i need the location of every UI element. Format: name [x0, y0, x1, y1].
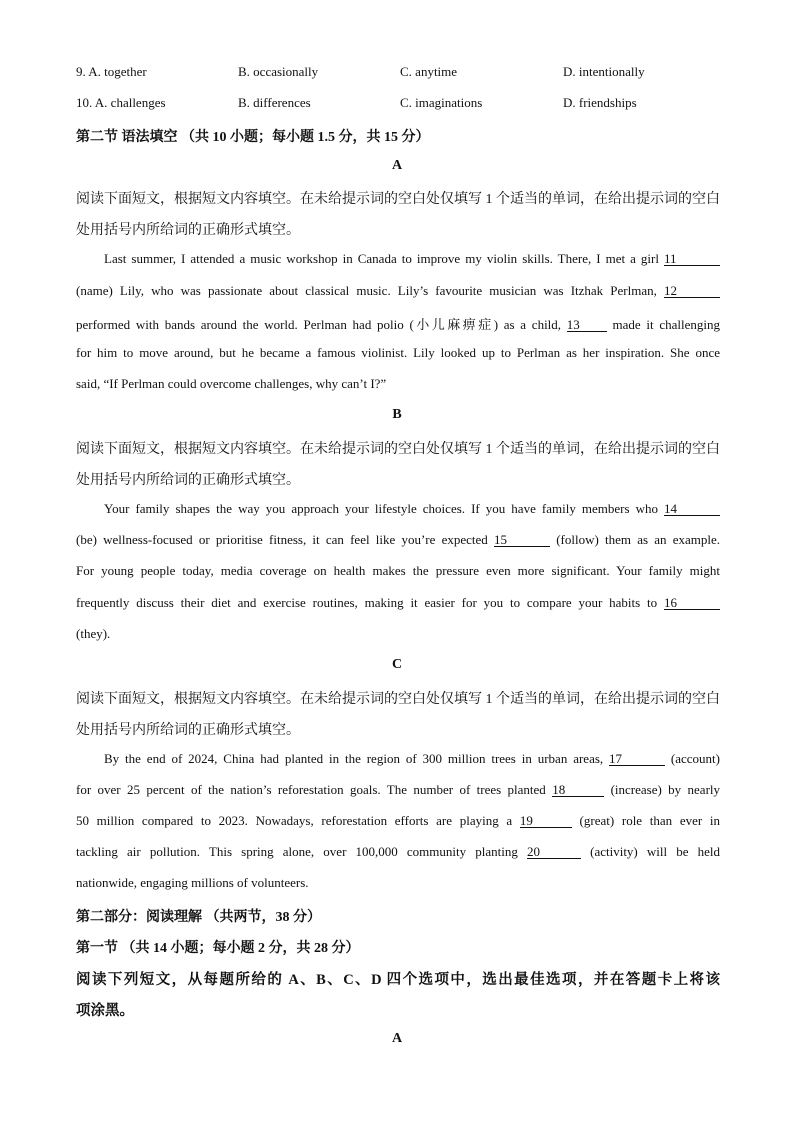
option-10-a: 10. A. challenges [76, 95, 166, 110]
blank-13[interactable]: 13 [567, 318, 607, 332]
reading-instruction-line-2: 项涂黑。 [76, 1003, 134, 1019]
passage-c-line-2 [76, 782, 720, 798]
blank-16[interactable]: 16 [664, 596, 720, 610]
passage-b-line-2 [76, 532, 720, 548]
passage-b-line-4 [76, 595, 720, 611]
section-2-heading: 第二节 语法填空 （共 10 小题；每小题 1.5 分，共 15 分） [76, 130, 430, 145]
passage-b-label: B [392, 407, 402, 422]
blank-19[interactable]: 19 [520, 814, 572, 828]
passage-a-instruction-line-2: 处用括号内所给词的正确形式填空。 [76, 223, 300, 238]
passage-c-text: (activity) will be held [590, 844, 721, 859]
passage-b-line-5: (they). [76, 626, 111, 641]
option-10-b: B. differences [238, 95, 311, 110]
passage-c-line-4 [76, 844, 720, 860]
option-10-d: D. friendships [563, 95, 637, 110]
blank-14[interactable]: 14 [664, 502, 720, 516]
passage-a-text: made it challenging [612, 317, 721, 332]
passage-c-text: (increase) by nearly [610, 782, 721, 797]
option-9-a: 9. A. together [76, 64, 147, 79]
passage-b-text: (follow) them as an example. [556, 532, 720, 547]
option-9-c: C. anytime [400, 64, 458, 79]
passage-a-text: Last summer, I attended a music workshop in Canada to improve my violin skills. There, I met a girl [104, 251, 659, 266]
part-2-heading: 第二部分：阅读理解 （共两节，38 分） [76, 910, 321, 925]
passage-a-line-2 [76, 283, 720, 299]
blank-17[interactable]: 17 [609, 752, 665, 766]
reading-passage-a-label: A [391, 1031, 403, 1046]
passage-b-instruction-line-2: 处用括号内所给词的正确形式填空。 [76, 473, 300, 488]
blank-20[interactable]: 20 [527, 845, 581, 859]
blank-15[interactable]: 15 [494, 533, 550, 547]
passage-a-text: performed with bands around the world. Perlman had polio (小儿麻痹症) as a child, [76, 317, 562, 332]
blank-12[interactable]: 12 [664, 284, 720, 298]
passage-a-instruction-line-1: 阅读下面短文，根据短文内容填空。在未给提示词的空白处仅填写 1 个适当的单词，在给出提示词的空白 [76, 192, 720, 207]
passage-a-line-4: for him to move around, but he became a famous violinist. Lily looked up to Perlman as her inspiration. She once [76, 345, 720, 360]
passage-b-instruction-line-1: 阅读下面短文，根据短文内容填空。在未给提示词的空白处仅填写 1 个适当的单词，在给出提示词的空白 [76, 442, 720, 457]
passage-a-line-1 [76, 251, 720, 267]
option-9-d: D. intentionally [563, 64, 645, 79]
option-9-b: B. occasionally [238, 64, 319, 79]
passage-c-line-1 [76, 751, 720, 767]
blank-18[interactable]: 18 [552, 783, 604, 797]
passage-c-text: (great) role than ever in [579, 813, 720, 828]
reading-instruction-line-1: 阅读下列短文，从每题所给的 A、B、C、D 四个选项中，选出最佳选项，并在答题卡上将该 [76, 972, 720, 988]
passage-c-instruction-line-2: 处用括号内所给词的正确形式填空。 [76, 723, 300, 738]
passage-c-text: for over 25 percent of the nation’s reforestation goals. The number of trees planted [76, 782, 546, 797]
passage-c-text: By the end of 2024, China had planted in the region of 300 million trees in urban areas, [104, 751, 604, 766]
passage-c-instruction-line-1: 阅读下面短文，根据短文内容填空。在未给提示词的空白处仅填写 1 个适当的单词，在给出提示词的空白 [76, 692, 720, 707]
passage-a-label: A [391, 158, 403, 173]
passage-a-line-3 [76, 314, 720, 333]
passage-a-text: (name) Lily, who was passionate about classical music. Lily’s favourite musician was Itzhak Perlman, [76, 283, 657, 298]
passage-c-line-5: nationwide, engaging millions of volunteers. [76, 875, 309, 890]
passage-c-text: 50 million compared to 2023. Nowadays, reforestation efforts are playing a [76, 813, 513, 828]
option-10-c: C. imaginations [400, 95, 483, 110]
section-1-heading: 第一节 （共 14 小题；每小题 2 分，共 28 分） [76, 941, 360, 956]
passage-c-line-3 [76, 813, 720, 829]
passage-c-text: tackling air pollution. This spring alone, over 100,000 community planting [76, 844, 518, 859]
passage-a-line-5: said, “If Perlman could overcome challenges, why can’t I?” [76, 376, 387, 391]
passage-b-line-1 [76, 501, 720, 517]
passage-c-text: (account) [670, 751, 720, 766]
blank-11[interactable]: 11 [664, 252, 720, 266]
passage-b-text: frequently discuss their diet and exercise routines, making it easier for you to compare your habits to [76, 595, 658, 610]
passage-b-text: Your family shapes the way you approach your lifestyle choices. If you have family members who [104, 501, 658, 516]
passage-c-label: C [391, 657, 403, 672]
passage-b-line-3: For young people today, media coverage on health makes the pressure even more significant. Your family might [76, 563, 720, 578]
passage-b-text: (be) wellness-focused or prioritise fitness, it can feel like you’re expected [76, 532, 488, 547]
